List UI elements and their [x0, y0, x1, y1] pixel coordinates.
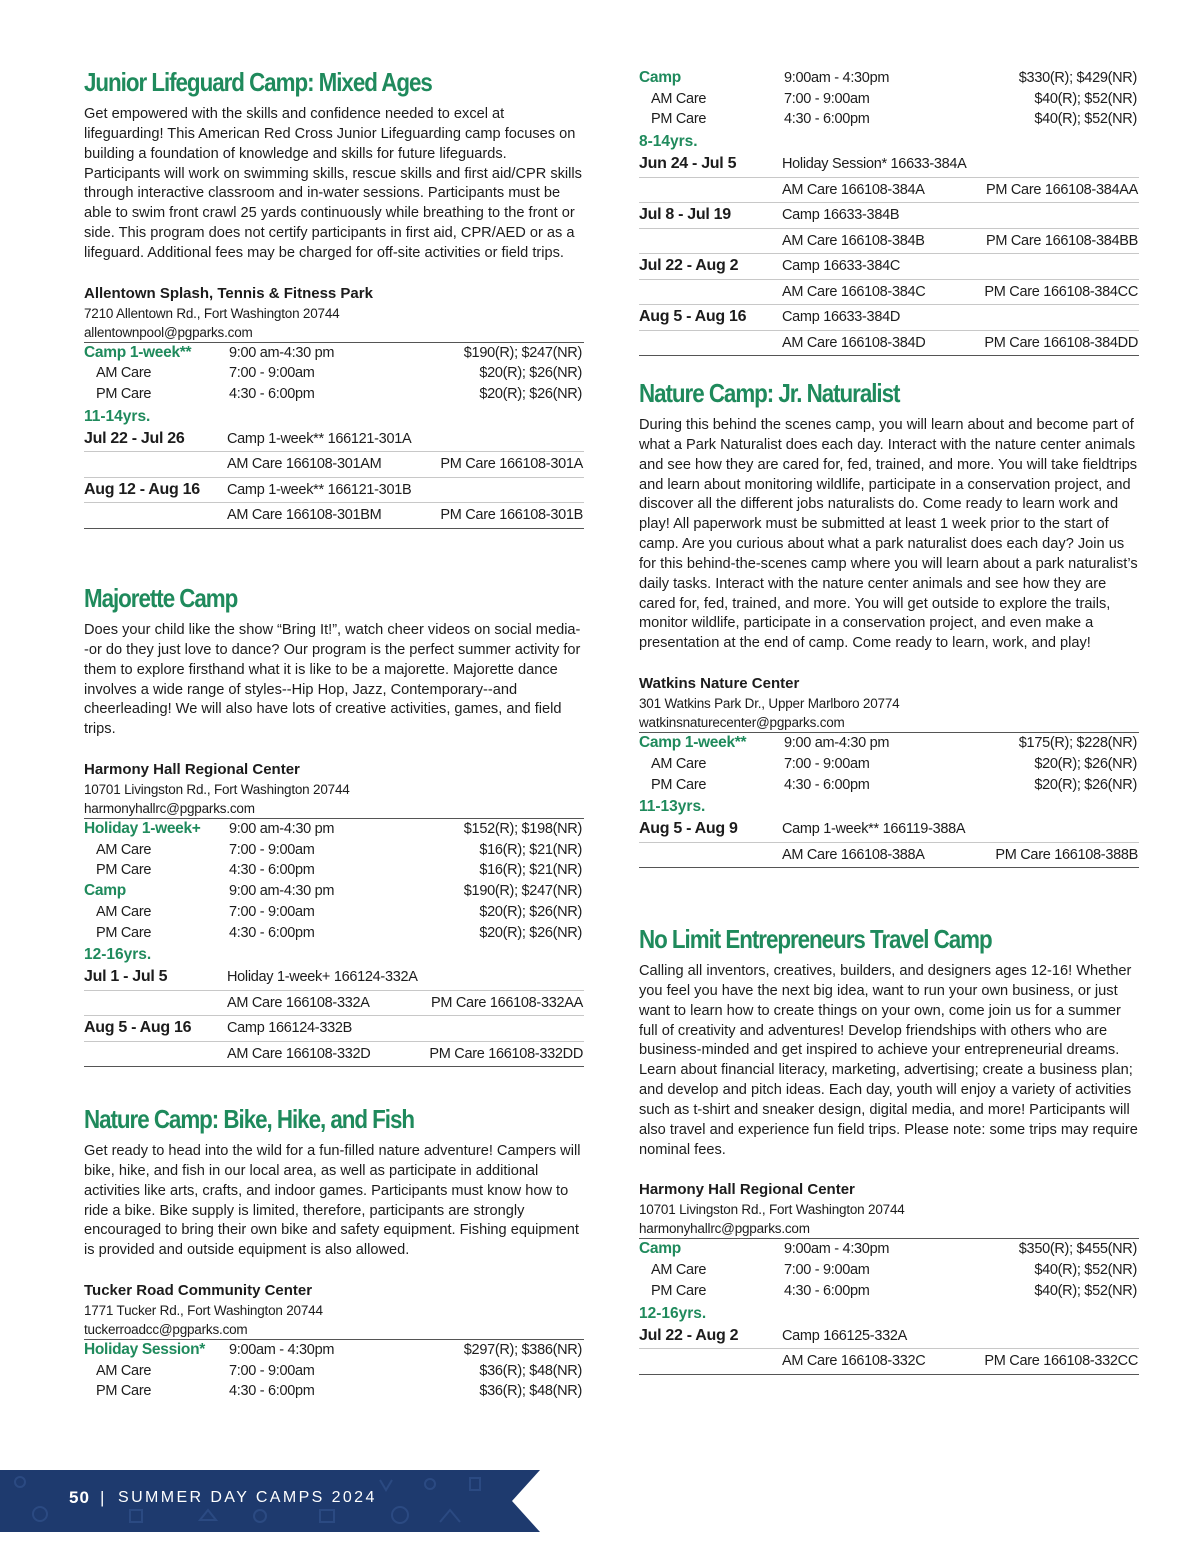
- session-row: [639, 817, 1139, 843]
- price-row-name: PM Care: [96, 386, 152, 403]
- junior-lifeguard-section: [84, 65, 584, 529]
- age-range: 8-14yrs.: [639, 133, 698, 151]
- session-date: Aug 12 - Aug 16: [84, 480, 200, 498]
- price-row-price: $40(R); $52(NR): [1034, 1282, 1137, 1299]
- location-name: Watkins Nature Center: [639, 675, 800, 693]
- price-row-time: 4:30 - 6:00pm: [784, 111, 870, 128]
- session-pm-code: PM Care 166108-301A: [440, 456, 583, 473]
- section-description: Calling all inventors, creatives, builders, and designers ages 12-16! Whether you feel you have the next big idea, want to run your own business, or just want to learn how to create things on your own, come join us for a summer full of creativity and adventures! Develop friendships with others who are business-minded and get inspired to achieve your entrepreneurial dreams. Learn about financial literacy, marketing, advertising; create a business plan; and develop and pitch ideas. Each day, youth will enjoy a variety of activities such as t-shirt and sneaker design, digital media, and more! Participants will also travel and experience fun field trips. Please note: some trips may require nominal fees.: [639, 963, 1138, 1158]
- session-row: [84, 427, 584, 453]
- session-row: [84, 991, 584, 1017]
- price-row: [84, 902, 584, 923]
- session-code: Camp 1-week** 166121-301B: [227, 481, 412, 498]
- price-row: [639, 109, 1139, 130]
- location-email[interactable]: watkinsnaturecenter@pgparks.com: [639, 715, 845, 731]
- price-row: [84, 1381, 584, 1402]
- session-code: AM Care 166108-332C: [782, 1353, 926, 1369]
- session-code: AM Care 166108-332D: [227, 1045, 371, 1062]
- price-row-price: $20(R); $26(NR): [479, 386, 582, 403]
- session-date: Jul 22 - Aug 2: [639, 257, 739, 275]
- session-row: [639, 331, 1139, 357]
- session-row: [639, 229, 1139, 255]
- price-row-name: PM Care: [651, 776, 707, 793]
- session-code: AM Care 166108-388A: [782, 846, 925, 863]
- price-row-price: $36(R); $48(NR): [479, 1383, 582, 1400]
- majorette-section: [84, 581, 584, 1067]
- session-code: Camp 16633-384C: [782, 258, 901, 275]
- location-block: [84, 284, 584, 342]
- session-date: Jun 24 - Jul 5: [639, 155, 737, 173]
- price-row-time: 4:30 - 6:00pm: [784, 776, 870, 793]
- bike-hike-fish-continued: [639, 68, 1139, 356]
- price-table: [639, 68, 1139, 356]
- location-block: [84, 760, 584, 818]
- session-row: [639, 305, 1139, 331]
- session-code: AM Care 166108-384D: [782, 334, 926, 351]
- price-row-price: $20(R); $26(NR): [479, 903, 582, 920]
- session-pm-code: PM Care 166108-332AA: [431, 994, 583, 1011]
- session-date: Jul 22 - Jul 26: [84, 429, 185, 447]
- price-row-name: Camp 1-week**: [639, 734, 747, 752]
- price-row: [84, 860, 584, 881]
- session-code: AM Care 166108-301AM: [227, 456, 382, 473]
- session-code: Camp 1-week** 166119-388A: [782, 821, 966, 838]
- price-row-name: AM Care: [651, 90, 707, 107]
- price-row-time: 7:00 - 9:00am: [229, 903, 315, 920]
- price-row-time: 7:00 - 9:00am: [784, 1262, 870, 1279]
- section-description: During this behind the scenes camp, you will learn about and become part of what a Park Naturalist does each day. Interact with the nature center animals and see how they are cared for, fed, trained, and more. You will take fieldtrips and learn about monitoring wildlife, participate in a conservation project, and discover all the different jobs naturalists do. Come ready to learn work and play! All paperwork must be submitted at least 1 week prior to the start of camp. Are you curious about what a park naturalist does each day? Join us for this behind-the-scenes camp where you will learn about a park naturalist’s daily tasks. Interact with the nature center animals and see how they are cared for, fed, trained, and more. You will get outside to explore the trails, monitor wildlife, participate in a conservation project, and even make a presentation at the end of camp. Come ready to learn, work, and play!: [639, 417, 1138, 652]
- price-row-price: $190(R); $247(NR): [463, 344, 582, 361]
- footer-title: SUMMER DAY CAMPS 2024: [118, 1489, 377, 1506]
- page-footer: [0, 1470, 540, 1532]
- price-row-time: 9:00 am-4:30 pm: [784, 735, 890, 752]
- session-row: [639, 254, 1139, 280]
- session-row: [639, 152, 1139, 178]
- age-range: 12-16yrs.: [639, 1304, 707, 1322]
- session-pm-code: PM Care 166108-332CC: [984, 1353, 1138, 1369]
- session-date: Aug 5 - Aug 16: [639, 308, 747, 326]
- session-code: Camp 166124-332B: [227, 1020, 352, 1037]
- location-name: Harmony Hall Regional Center: [84, 761, 300, 779]
- session-date: Jul 1 - Jul 5: [84, 968, 168, 986]
- price-row-price: $40(R); $52(NR): [1034, 1262, 1137, 1279]
- price-row-price: $330(R); $429(NR): [1018, 70, 1137, 86]
- session-code: Camp 166125-332A: [782, 1327, 907, 1344]
- session-row: [639, 203, 1139, 229]
- session-code: AM Care 166108-384A: [782, 181, 925, 198]
- location-address: 10701 Livingston Rd., Fort Washington 20744: [84, 782, 350, 798]
- location-name: Allentown Splash, Tennis & Fitness Park: [84, 284, 373, 302]
- price-row-price: $16(R); $21(NR): [479, 841, 582, 858]
- price-row-time: 7:00 - 9:00am: [784, 90, 870, 107]
- section-title: Junior Lifeguard Camp: Mixed Ages: [84, 67, 432, 97]
- price-row-name: Camp: [84, 882, 126, 900]
- price-row-name: Camp 1-week**: [84, 343, 192, 361]
- price-row-name: Camp: [639, 1240, 681, 1258]
- section-description: Get ready to head into the wild for a fun-filled nature adventure! Campers will bike, hike, and fish in our local area, as well as participate in additional activities like arts, crafts, and indoor games. Participants must know how to ride a bike. Bike supply is limited, therefore, participants are strongly encouraged to bring their own bike and safety equipment. Fishing equipment is provided and outside equipment is also allowed.: [84, 1143, 581, 1259]
- price-row-time: 7:00 - 9:00am: [229, 365, 315, 382]
- entrepreneurs-section: [639, 922, 1139, 1375]
- session-pm-code: PM Care 166108-332DD: [429, 1045, 583, 1062]
- price-row-name: Camp: [639, 69, 681, 86]
- price-row-price: $350(R); $455(NR): [1018, 1241, 1137, 1258]
- location-email[interactable]: harmonyhallrc@pgparks.com: [84, 801, 255, 817]
- session-row: [639, 280, 1139, 306]
- price-row: [639, 1260, 1139, 1281]
- session-code: Camp 16633-384B: [782, 207, 900, 224]
- price-row-price: $175(R); $228(NR): [1018, 735, 1137, 752]
- price-row-name: PM Care: [651, 111, 707, 128]
- location-name: Tucker Road Community Center: [84, 1282, 313, 1300]
- jr-naturalist-section: [639, 376, 1139, 868]
- location-name: Harmony Hall Regional Center: [639, 1181, 855, 1199]
- price-table: [639, 1238, 1139, 1374]
- session-date: Jul 8 - Jul 19: [639, 206, 731, 224]
- price-row: [639, 1281, 1139, 1302]
- price-row-time: 9:00 am-4:30 pm: [229, 344, 335, 361]
- age-range: 12-16yrs.: [84, 946, 152, 964]
- price-row: [639, 1239, 1139, 1260]
- section-title: Nature Camp: Jr. Naturalist: [639, 378, 900, 408]
- session-row: [639, 178, 1139, 204]
- bike-hike-fish-section: [84, 1102, 584, 1402]
- price-row-price: $20(R); $26(NR): [1034, 776, 1137, 793]
- location-block: [84, 1281, 584, 1339]
- session-code: AM Care 166108-384C: [782, 283, 926, 300]
- session-code: AM Care 166108-384B: [782, 232, 925, 249]
- price-row-time: 7:00 - 9:00am: [784, 755, 870, 772]
- price-row-name: AM Care: [96, 365, 152, 382]
- price-row-price: $152(R); $198(NR): [463, 821, 582, 838]
- session-code: Holiday 1-week+ 166124-332A: [227, 969, 418, 986]
- price-row-price: $36(R); $48(NR): [479, 1362, 582, 1379]
- section-title: Nature Camp: Bike, Hike, and Fish: [84, 1104, 415, 1134]
- price-row-time: 9:00am - 4:30pm: [784, 1241, 890, 1258]
- price-row-price: $20(R); $26(NR): [1034, 755, 1137, 772]
- location-address: 10701 Livingston Rd., Fort Washington 20744: [639, 1202, 905, 1218]
- price-row-price: $20(R); $26(NR): [479, 365, 582, 382]
- session-row: [639, 1349, 1139, 1375]
- session-pm-code: PM Care 166108-384BB: [986, 232, 1138, 249]
- price-row: [639, 89, 1139, 110]
- location-block: [639, 674, 1139, 732]
- price-row: [639, 775, 1139, 796]
- session-pm-code: PM Care 166108-384CC: [984, 283, 1138, 300]
- price-row: [84, 1340, 584, 1361]
- price-row: [84, 819, 584, 840]
- price-row-time: 4:30 - 6:00pm: [229, 1383, 315, 1400]
- session-code: AM Care 166108-332A: [227, 994, 370, 1011]
- location-email[interactable]: tuckerroadcc@pgparks.com: [84, 1322, 248, 1338]
- price-row-name: PM Care: [96, 1383, 152, 1400]
- page-number: 50: [69, 1488, 90, 1507]
- session-row: [84, 478, 584, 504]
- price-row: [639, 733, 1139, 754]
- session-pm-code: PM Care 166108-384DD: [984, 334, 1138, 351]
- price-row: [639, 754, 1139, 775]
- session-row: [84, 452, 584, 478]
- price-row-name: AM Care: [651, 1262, 707, 1279]
- price-row-time: 9:00am - 4:30pm: [229, 1342, 335, 1359]
- price-row: [84, 881, 584, 902]
- price-row-price: $190(R); $247(NR): [463, 883, 582, 900]
- price-row-time: 9:00am - 4:30pm: [784, 70, 890, 86]
- session-code: Holiday Session* 16633-384A: [782, 156, 967, 173]
- price-row-price: $40(R); $52(NR): [1034, 90, 1137, 107]
- price-row: [84, 1361, 584, 1382]
- price-row-name: Holiday 1-week+: [84, 820, 201, 838]
- price-row: [84, 363, 584, 384]
- section-description: Does your child like the show “Bring It!”, watch cheer videos on social media--or do they just love to dance? Our program is the perfect summer activity for them to explore firsthand what it is like to be a majorette. Majorette dance involves a wide range of styles--Hip Hop, Jazz, Contemporary--and cheerleading! We will also have lots of creative activities, games, and field trips.: [84, 622, 581, 738]
- price-row-time: 4:30 - 6:00pm: [229, 862, 315, 879]
- location-email[interactable]: harmonyhallrc@pgparks.com: [639, 1221, 810, 1237]
- section-description: Get empowered with the skills and confidence needed to excel at lifeguarding! This American Red Cross Junior Lifeguarding camp focuses on building a foundation of knowledge and skills for future lifeguards. Participants will work on swimming skills, rescue skills and first aid/CPR skills through interactive classroom and in-water sessions. Participants must be able to swim front crawl 25 yards continuously while breathing to the front or side. This program does not certify participants in first aid, CPR/AED or as a lifeguard. Additional fees may be charged for off-site activities or field trips.: [84, 106, 582, 261]
- price-row: [84, 923, 584, 944]
- session-row: [84, 503, 584, 529]
- session-pm-code: PM Care 166108-388B: [995, 846, 1138, 863]
- price-row: [84, 343, 584, 364]
- location-email[interactable]: allentownpool@pgparks.com: [84, 324, 253, 340]
- footer-separator: |: [100, 1488, 105, 1507]
- section-title: Majorette Camp: [84, 583, 238, 613]
- price-row-name: AM Care: [96, 1362, 152, 1379]
- price-row-name: PM Care: [651, 1282, 707, 1299]
- session-row: [84, 1042, 584, 1068]
- location-block: [639, 1180, 1139, 1238]
- price-row: [639, 68, 1139, 89]
- price-row-name: PM Care: [96, 924, 152, 941]
- price-table: [84, 342, 584, 529]
- location-address: 1771 Tucker Rd., Fort Washington 20744: [84, 1303, 323, 1319]
- price-row-time: 4:30 - 6:00pm: [229, 386, 315, 403]
- session-row: [84, 1016, 584, 1042]
- price-row-name: AM Care: [96, 903, 152, 920]
- session-row: [84, 965, 584, 991]
- age-range: 11-13yrs.: [639, 798, 706, 816]
- price-row-time: 4:30 - 6:00pm: [229, 924, 315, 941]
- price-row-name: AM Care: [96, 841, 152, 858]
- session-code: AM Care 166108-301BM: [227, 507, 382, 524]
- session-code: Camp 16633-384D: [782, 309, 901, 326]
- price-row-time: 9:00 am-4:30 pm: [229, 821, 335, 838]
- session-code: Camp 1-week** 166121-301A: [227, 430, 412, 447]
- session-row: [639, 843, 1139, 869]
- session-date: Aug 5 - Aug 9: [639, 820, 738, 838]
- location-address: 7210 Allentown Rd., Fort Washington 20744: [84, 305, 340, 321]
- price-row-time: 7:00 - 9:00am: [229, 841, 315, 858]
- session-row: [639, 1324, 1139, 1350]
- session-date: Aug 5 - Aug 16: [84, 1019, 192, 1037]
- session-pm-code: PM Care 166108-384AA: [986, 181, 1138, 198]
- age-range: 11-14yrs.: [84, 407, 151, 425]
- price-row-time: 7:00 - 9:00am: [229, 1362, 315, 1379]
- price-row-price: $20(R); $26(NR): [479, 924, 582, 941]
- price-row-name: PM Care: [96, 862, 152, 879]
- session-date: Jul 22 - Aug 2: [639, 1326, 739, 1344]
- price-table: [84, 818, 584, 1067]
- price-row-time: 9:00 am-4:30 pm: [229, 883, 335, 900]
- price-table: [639, 732, 1139, 868]
- location-address: 301 Watkins Park Dr., Upper Marlboro 20774: [639, 696, 900, 712]
- price-row: [84, 840, 584, 861]
- section-title: No Limit Entrepreneurs Travel Camp: [639, 924, 992, 954]
- price-row-price: $16(R); $21(NR): [479, 862, 582, 879]
- price-row-price: $40(R); $52(NR): [1034, 111, 1137, 128]
- price-row-name: AM Care: [651, 755, 707, 772]
- price-table: [84, 1339, 584, 1402]
- price-row-name: Holiday Session*: [84, 1341, 205, 1359]
- session-pm-code: PM Care 166108-301B: [440, 507, 583, 524]
- price-row-time: 4:30 - 6:00pm: [784, 1282, 870, 1299]
- price-row: [84, 384, 584, 405]
- price-row-price: $297(R); $386(NR): [463, 1342, 582, 1359]
